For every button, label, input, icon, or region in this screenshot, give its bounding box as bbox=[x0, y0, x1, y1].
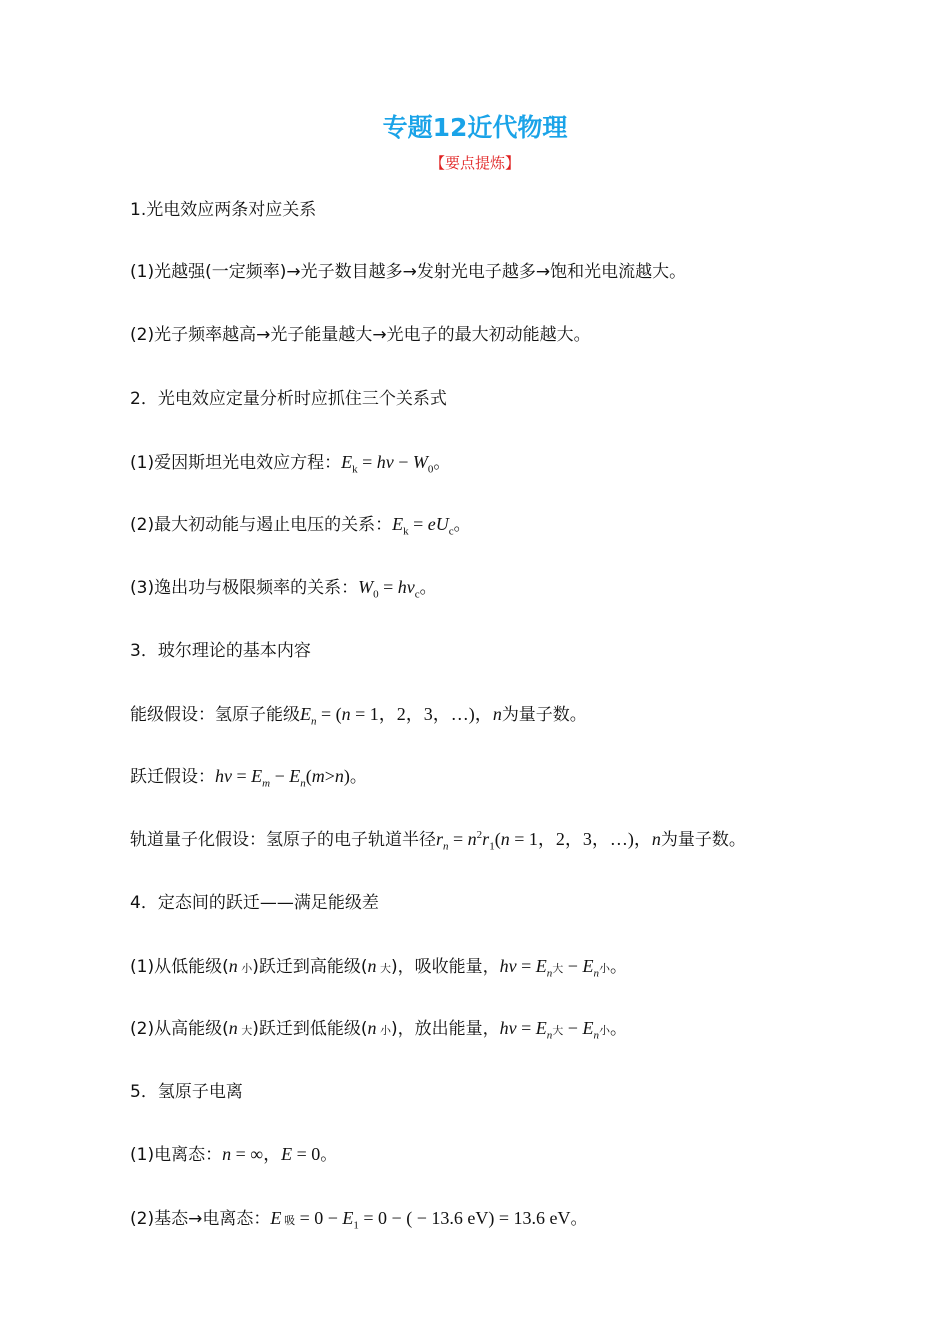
sec5-heading: 5．氢原子电离 bbox=[130, 1082, 243, 1102]
sec5-p1-label: (1)电离态： bbox=[130, 1145, 223, 1165]
sec5-p2: (2)基态→电离态：E 吸 = $0 - E_1 = 0$ − ( − 13.6 eV) = 13.6 eV。 bbox=[130, 1208, 588, 1232]
sec2-heading: 2．光电效应定量分析时应抓住三个关系式 bbox=[130, 389, 447, 409]
sec4-p2-text-a: (2)从高能级( bbox=[130, 1019, 229, 1039]
sec2-p2-label: (2)最大初动能与遏止电压的关系： bbox=[130, 515, 393, 535]
sec1-p1: (1)光越强(一定频率)→光子数目越多→发射光电子越多→饱和光电流越大。 bbox=[130, 262, 687, 282]
sec5-p1: (1)电离态：n = ∞，E = 0。 bbox=[130, 1144, 338, 1165]
sec2-p3-label: (3)逸出功与极限频率的关系： bbox=[130, 578, 359, 598]
sec2-p1: (1)爱因斯坦光电效应方程：$E_k = h\nu - W_0$。 bbox=[130, 452, 451, 476]
ionized-state-equation: n = ∞，E = 0 bbox=[222, 1144, 321, 1164]
sec1-p2: (2)光子频率越高→光子能量越大→光电子的最大初动能越大。 bbox=[130, 325, 591, 345]
energy-level-equation: $E_n = (n = 1$，2，3，…)，n bbox=[300, 704, 502, 728]
ionization-energy-equation: E 吸 = $0 - E_1 = 0$ − ( − 13.6 eV) = 13.6 eV bbox=[270, 1208, 571, 1232]
einstein-equation: $E_k = h\nu - W_0$ bbox=[341, 452, 434, 476]
sec3-p3-label: 轨道量子化假设：氢原子的电子轨道半径 bbox=[130, 830, 436, 850]
sec4-p1-text-a: (1)从低能级( bbox=[130, 957, 229, 977]
stopping-voltage-equation: $E_k = eU_c$ bbox=[392, 514, 454, 538]
section-subtitle: 【要点提炼】 bbox=[429, 154, 520, 172]
sec5-p2-label: (2)基态→电离态： bbox=[130, 1209, 271, 1229]
sec2-p1-label: (1)爱因斯坦光电效应方程： bbox=[130, 453, 342, 473]
sec4-p2-text-c: )，放出能量， bbox=[390, 1019, 500, 1039]
sec4-p1-text-b: )跃迁到高能级( bbox=[252, 957, 368, 977]
sec3-p1 bbox=[130, 702, 587, 727]
sec4-p1: (1)从低能级(n 小)跃迁到高能级(n 大)，吸收能量，$h\nu = E_n$大 − $E_n$小。 bbox=[130, 956, 627, 980]
absorb-equation: $h\nu = E_n$大 − $E_n$小 bbox=[499, 956, 610, 980]
sec2-p2: (2)最大初动能与遏止电压的关系：$E_k = eU_c$。 bbox=[130, 514, 471, 538]
sec3-p2-label: 跃迁假设： bbox=[130, 767, 215, 787]
sec2-p3: (3)逸出功与极限频率的关系：$W_0 = h\nu_c$。 bbox=[130, 577, 437, 601]
sec3-heading: 3．玻尔理论的基本内容 bbox=[130, 641, 311, 661]
page-title: 专题12近代物理 bbox=[382, 113, 568, 142]
sec3-p2: 跃迁假设：$h\nu = E_m - E_n(m>n)$。 bbox=[130, 766, 367, 790]
sec4-p1-text-c: )，吸收能量， bbox=[390, 957, 500, 977]
sec3-p1-tail: 为量子数。 bbox=[501, 705, 587, 725]
sec3-p3 bbox=[130, 827, 746, 852]
work-function-equation: $W_0 = h\nu_c$ bbox=[358, 577, 420, 601]
sec1-heading: 1.光电效应两条对应关系 bbox=[130, 200, 317, 220]
orbit-radius-equation: $r_n = n^2r_1(n = 1$，2，3，…)，n bbox=[436, 829, 661, 853]
emit-equation: $h\nu = E_n$大 − $E_n$小 bbox=[499, 1018, 610, 1042]
sec3-p1-label: 能级假设：氢原子能级 bbox=[130, 705, 300, 725]
sec3-p3-tail: 为量子数。 bbox=[660, 830, 746, 850]
transition-equation: $h\nu = E_m - E_n(m>n)$ bbox=[215, 766, 350, 790]
sec4-heading: 4．定态间的跃迁——满足能级差 bbox=[130, 893, 379, 913]
sec4-p2: (2)从高能级(n 大)跃迁到低能级(n 小)，放出能量，$h\nu = E_n$大 − $E_n$小。 bbox=[130, 1018, 627, 1042]
sec4-p2-text-b: )跃迁到低能级( bbox=[252, 1019, 368, 1039]
